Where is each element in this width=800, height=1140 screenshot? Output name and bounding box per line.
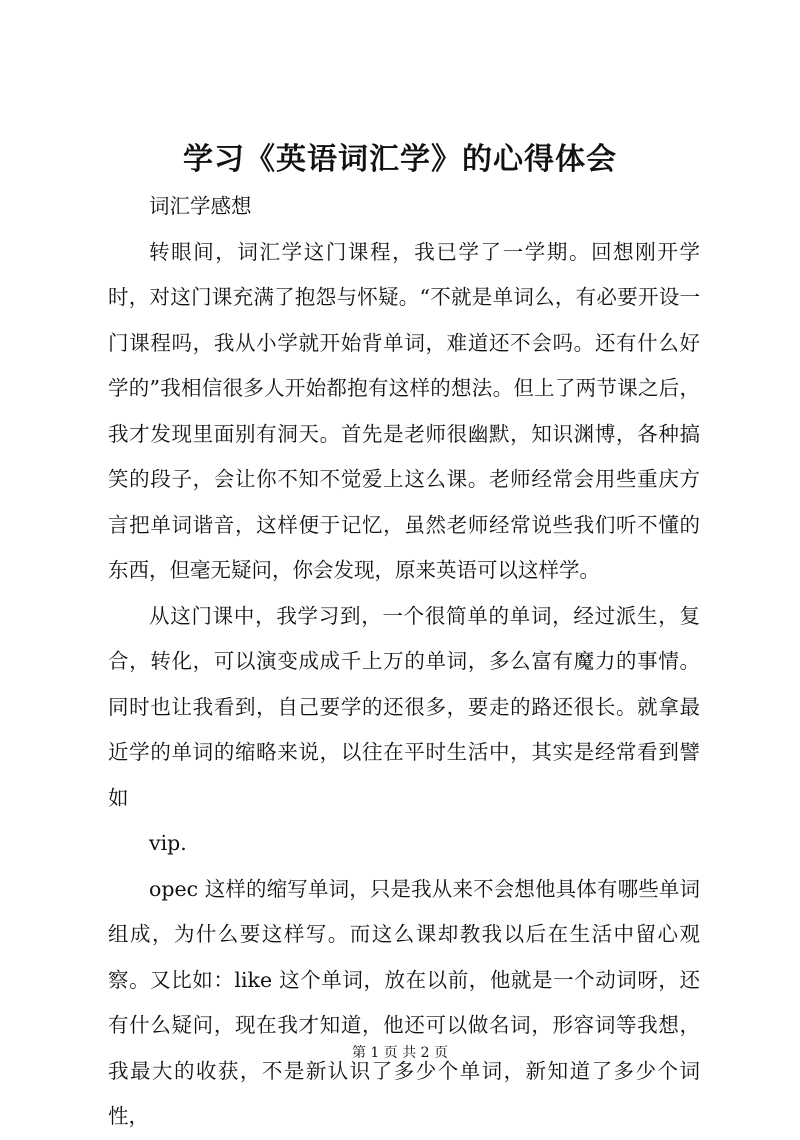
paragraph: 转眼间，词汇学这门课程，我已学了一学期。回想刚开学时，对这门课充满了抱怨与怀疑。“不就是单词么，有必要开设一门课程吗，我从小学就开始背单词，难道还不会吗。还有什么好学的”我相信很多人开始都抱有这样的想法。但上了两节课之后，我才发现里面别有洞天。首先是老师很幽默，知识渊博，各种搞笑的段子，会让你不知不觉爱上这么课。老师经常会用些重庆方言把单词谐音，这样便于记忆，虽然老师经常说些我们听不懂的东西，但毫无疑问，你会发现，原来英语可以这样学。 bbox=[108, 239, 700, 582]
page-title: 学习《英语词汇学》的心得体会 bbox=[183, 142, 617, 177]
document-body bbox=[108, 184, 700, 1140]
paragraph: vip. bbox=[149, 831, 187, 855]
page-number-footer: 第 1 页 共 2 页 bbox=[351, 1045, 449, 1061]
paragraph-subtitle: 词汇学感想 bbox=[149, 194, 252, 218]
paragraph: 从这门课中，我学习到，一个很简单的单词，经过派生，复合，转化，可以演变成成千上万的单词，多么富有魔力的事情。同时也让我看到，自己要学的还很多，要走的路还很长。就拿最近学的单词的缩略来说，以往在平时生活中，其实是经常看到譬如 bbox=[108, 603, 700, 810]
paragraph: opec 这样的缩写单词，只是我从来不会想他具体有哪些单词组成，为什么要这样写。而这么课却教我以后在生活中留心观察。又比如：like 这个单词，放在以前，他就是一个动词呀，还有什么疑问，现在我才知道，他还可以做名词，形容词等我想，我最大的收获，不是新认识了多少个单词，新知道了多少个词性， bbox=[108, 876, 700, 1128]
